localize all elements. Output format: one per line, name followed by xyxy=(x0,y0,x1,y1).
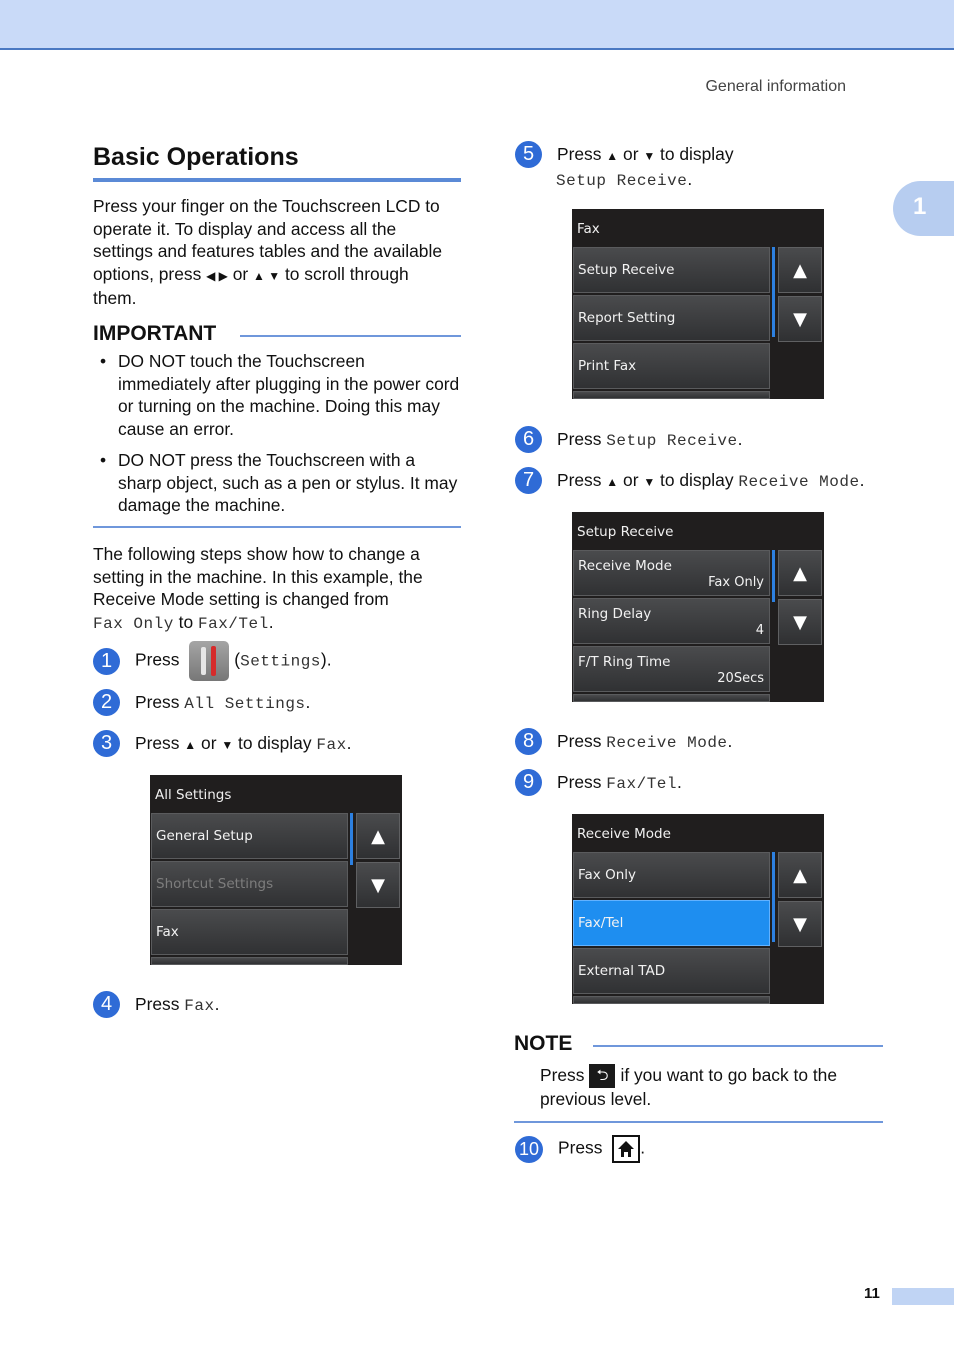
step-3 xyxy=(93,729,352,757)
lcd-row-fax[interactable] xyxy=(151,909,348,955)
mono-text: Fax/Tel xyxy=(197,614,269,633)
step-punct: ). xyxy=(320,649,332,670)
lcd-screen-setup-receive xyxy=(572,512,824,702)
lcd-row-value: Fax Only xyxy=(708,575,764,590)
step-number: 5 xyxy=(515,141,542,168)
up-arrow-icon: ▲ xyxy=(606,148,619,163)
lcd-screen-fax xyxy=(572,209,824,399)
lcd-scrollbar[interactable] xyxy=(772,550,775,602)
important-rule xyxy=(240,335,461,337)
intro-text: to scroll through xyxy=(280,263,409,284)
step-press: Press xyxy=(135,691,180,712)
lcd-title: All Settings xyxy=(155,787,232,803)
step-press: Press xyxy=(558,1137,603,1158)
lcd-row-label: General Setup xyxy=(156,828,253,844)
step-punct: . xyxy=(727,730,733,751)
home-icon xyxy=(612,1135,640,1163)
steps-intro-line: setting in the machine. In this example, the xyxy=(93,566,423,587)
lcd-row-setup-receive[interactable] xyxy=(573,247,770,293)
note-press: Press xyxy=(540,1065,585,1085)
up-arrow-icon: ▲ xyxy=(793,864,807,886)
mono-text: Settings xyxy=(240,652,321,671)
lcd-row-print-fax[interactable] xyxy=(573,343,770,389)
lcd-screen-all-settings xyxy=(150,775,402,965)
lcd-row-ft-ring-time[interactable] xyxy=(573,646,770,692)
lcd-scroll-up-button[interactable] xyxy=(778,247,822,293)
page-number: 11 xyxy=(864,1285,880,1302)
lcd-scroll-up-button[interactable] xyxy=(356,813,400,859)
up-arrow-icon: ▲ xyxy=(371,825,385,847)
up-arrow-icon: ▲ xyxy=(184,737,197,752)
lcd-row-label: Shortcut Settings xyxy=(156,876,274,892)
step-text-part: or xyxy=(618,143,644,164)
step-text-part: to display xyxy=(655,469,739,490)
step-number: 1 xyxy=(93,648,120,675)
chapter-tab: 1 xyxy=(893,181,954,236)
intro-text: or xyxy=(227,263,254,284)
mono-text: Fax xyxy=(316,735,347,754)
mono-text: Setup Receive xyxy=(606,431,738,450)
step-4 xyxy=(93,990,219,1018)
important-bottom-rule xyxy=(93,526,461,528)
note-rule xyxy=(593,1045,883,1047)
step-9 xyxy=(515,768,682,796)
lcd-title: Setup Receive xyxy=(577,524,674,540)
step-10 xyxy=(515,1135,645,1163)
lcd-scroll-down-button[interactable] xyxy=(778,296,822,342)
note-heading: NOTE xyxy=(514,1032,573,1055)
step-text xyxy=(135,641,332,681)
step-press: Press xyxy=(557,771,602,792)
lcd-scroll-down-button[interactable] xyxy=(778,901,822,947)
intro-line xyxy=(93,263,463,288)
step-7 xyxy=(515,466,864,494)
lcd-scroll-down-button[interactable] xyxy=(356,862,400,908)
lcd-row-ring-delay[interactable] xyxy=(573,598,770,644)
lcd-title: Receive Mode xyxy=(577,826,671,842)
lcd-title: Fax xyxy=(577,221,600,237)
lcd-row-partial xyxy=(573,694,770,702)
mono-text: Fax Only xyxy=(93,614,174,633)
step-number: 7 xyxy=(515,467,542,494)
step-text-part: or xyxy=(196,732,222,753)
lcd-row-label: Receive Mode xyxy=(578,558,672,574)
intro-line: Press your finger on the Touchscreen LCD to xyxy=(93,196,440,216)
step-punct: ( xyxy=(234,649,241,670)
step-punct: . xyxy=(859,469,865,490)
step-press: Press xyxy=(557,143,602,164)
lcd-row-general-setup[interactable] xyxy=(151,813,348,859)
note-text-part: if you want to go back to the xyxy=(620,1065,838,1085)
step-text xyxy=(558,1135,645,1163)
down-arrow-icon: ▼ xyxy=(643,474,656,489)
step-1 xyxy=(93,647,332,675)
mono-text: Receive Mode xyxy=(738,472,860,491)
lcd-row-label: Setup Receive xyxy=(578,262,675,278)
lcd-row-label: Fax xyxy=(156,924,179,940)
up-arrow-icon: ▲ xyxy=(606,474,619,489)
step-text xyxy=(135,692,310,713)
step-2 xyxy=(93,688,310,716)
lcd-row-label: Fax Only xyxy=(578,867,637,883)
steps-intro xyxy=(93,543,463,635)
lcd-row-partial xyxy=(573,996,770,1004)
lcd-row-partial xyxy=(151,957,348,965)
lcd-row-value: 20Secs xyxy=(717,671,764,686)
step-number: 9 xyxy=(515,769,542,796)
section-title: Basic Operations xyxy=(93,143,299,171)
lcd-row-label: Print Fax xyxy=(578,358,637,374)
step-punct: . xyxy=(677,771,682,792)
steps-intro-line xyxy=(93,611,463,636)
important-bullet: • DO NOT press the Touchscreen with a sharp object, such as a pen or stylus. It may damage the machine. xyxy=(100,449,462,517)
down-arrow-icon: ▼ xyxy=(643,148,656,163)
step-text xyxy=(557,144,734,165)
lcd-scrollbar[interactable] xyxy=(772,852,775,942)
step-punct: . xyxy=(737,428,743,449)
up-down-arrows-icon: ▲ ▼ xyxy=(253,268,281,283)
lcd-row-label: F/T Ring Time xyxy=(578,654,671,670)
down-arrow-icon: ▼ xyxy=(371,874,385,896)
step-text-part: to display xyxy=(233,732,317,753)
note-line: previous level. xyxy=(540,1089,652,1110)
lcd-scrollbar[interactable] xyxy=(772,247,775,337)
lcd-scroll-down-button[interactable] xyxy=(778,599,822,645)
step-text-part: to display xyxy=(655,143,734,164)
down-arrow-icon: ▼ xyxy=(793,308,807,330)
lcd-row-value: 4 xyxy=(755,623,764,638)
steps-intro-line: Receive Mode setting is changed from xyxy=(93,589,389,609)
lcd-row-fax-only[interactable] xyxy=(573,852,770,898)
lcd-row-label: Fax/Tel xyxy=(578,915,624,931)
mono-text: Fax xyxy=(184,996,215,1015)
step-text xyxy=(557,731,732,752)
step-press: Press xyxy=(135,649,180,670)
back-icon: ⮌ xyxy=(589,1064,615,1088)
step-punct: . xyxy=(687,169,693,189)
intro-line: settings and features tables and the available xyxy=(93,241,443,261)
mono-text: Fax/Tel xyxy=(606,774,678,793)
lcd-row-label: Report Setting xyxy=(578,310,676,326)
step-number: 2 xyxy=(93,689,120,716)
down-arrow-icon: ▼ xyxy=(793,913,807,935)
step-text xyxy=(135,733,352,754)
down-arrow-icon: ▼ xyxy=(221,737,234,752)
down-arrow-icon: ▼ xyxy=(793,611,807,633)
note-bottom-rule xyxy=(514,1121,883,1123)
step-5-continuation xyxy=(556,168,692,193)
step-punct: . xyxy=(346,732,352,753)
step-press: Press xyxy=(557,428,602,449)
step-8 xyxy=(515,727,732,755)
important-bullet: • DO NOT touch the Touchscreen immediately after plugging in the power cord or turning on the machine. Doing this may cause an error. xyxy=(100,350,462,440)
important-list xyxy=(100,350,462,526)
step-number: 8 xyxy=(515,728,542,755)
step-press: Press xyxy=(557,469,602,490)
step-6 xyxy=(515,425,742,453)
step-punct: . xyxy=(305,691,311,712)
step-number: 6 xyxy=(515,426,542,453)
lcd-row-receive-mode[interactable] xyxy=(573,550,770,596)
step-number: 4 xyxy=(93,991,120,1018)
step-press: Press xyxy=(557,730,602,751)
lcd-row-fax-tel[interactable] xyxy=(573,900,770,946)
step-press: Press xyxy=(135,732,180,753)
step-text xyxy=(557,772,682,793)
lcd-row-report-setting[interactable] xyxy=(573,295,770,341)
step-5 xyxy=(515,140,734,168)
lcd-row-label: External TAD xyxy=(578,963,666,979)
mono-text: All Settings xyxy=(184,694,306,713)
step-text xyxy=(557,470,864,491)
step-number: 3 xyxy=(93,730,120,757)
intro-text: options, press xyxy=(93,263,207,284)
lcd-scrollbar[interactable] xyxy=(350,813,353,865)
step-press: Press xyxy=(135,993,180,1014)
important-heading: IMPORTANT xyxy=(93,322,217,345)
intro-line: operate it. To display and access all the xyxy=(93,218,397,239)
settings-icon xyxy=(189,641,229,681)
intro-paragraph xyxy=(93,195,463,310)
step-text xyxy=(135,994,219,1015)
step-punct: . xyxy=(640,1137,646,1158)
step-text xyxy=(557,429,742,450)
step-text-part: or xyxy=(618,469,644,490)
steps-intro-text: . xyxy=(268,611,274,632)
page-tab xyxy=(892,1288,954,1305)
steps-intro-line: The following steps show how to change a xyxy=(93,544,420,564)
step-punct: . xyxy=(214,993,220,1014)
mono-text: Receive Mode xyxy=(606,733,728,752)
note-line xyxy=(540,1064,885,1088)
lcd-screen-receive-mode xyxy=(572,814,824,1004)
lcd-row-partial xyxy=(573,391,770,399)
running-head: General information xyxy=(705,78,846,95)
lcd-scroll-up-button[interactable] xyxy=(778,852,822,898)
step-number: 10 xyxy=(515,1136,543,1163)
intro-line: them. xyxy=(93,288,137,308)
mono-text: Setup Receive xyxy=(556,172,688,190)
left-right-arrows-icon: ◀ ▶ xyxy=(206,268,228,283)
top-band xyxy=(0,0,954,50)
steps-intro-text: to xyxy=(173,611,198,632)
up-arrow-icon: ▲ xyxy=(793,259,807,281)
lcd-row-external-tad[interactable] xyxy=(573,948,770,994)
up-arrow-icon: ▲ xyxy=(793,562,807,584)
lcd-row-shortcut-settings[interactable] xyxy=(151,861,348,907)
note-text xyxy=(540,1064,885,1111)
lcd-row-label: Ring Delay xyxy=(578,606,652,622)
lcd-scroll-up-button[interactable] xyxy=(778,550,822,596)
title-rule xyxy=(93,178,461,182)
